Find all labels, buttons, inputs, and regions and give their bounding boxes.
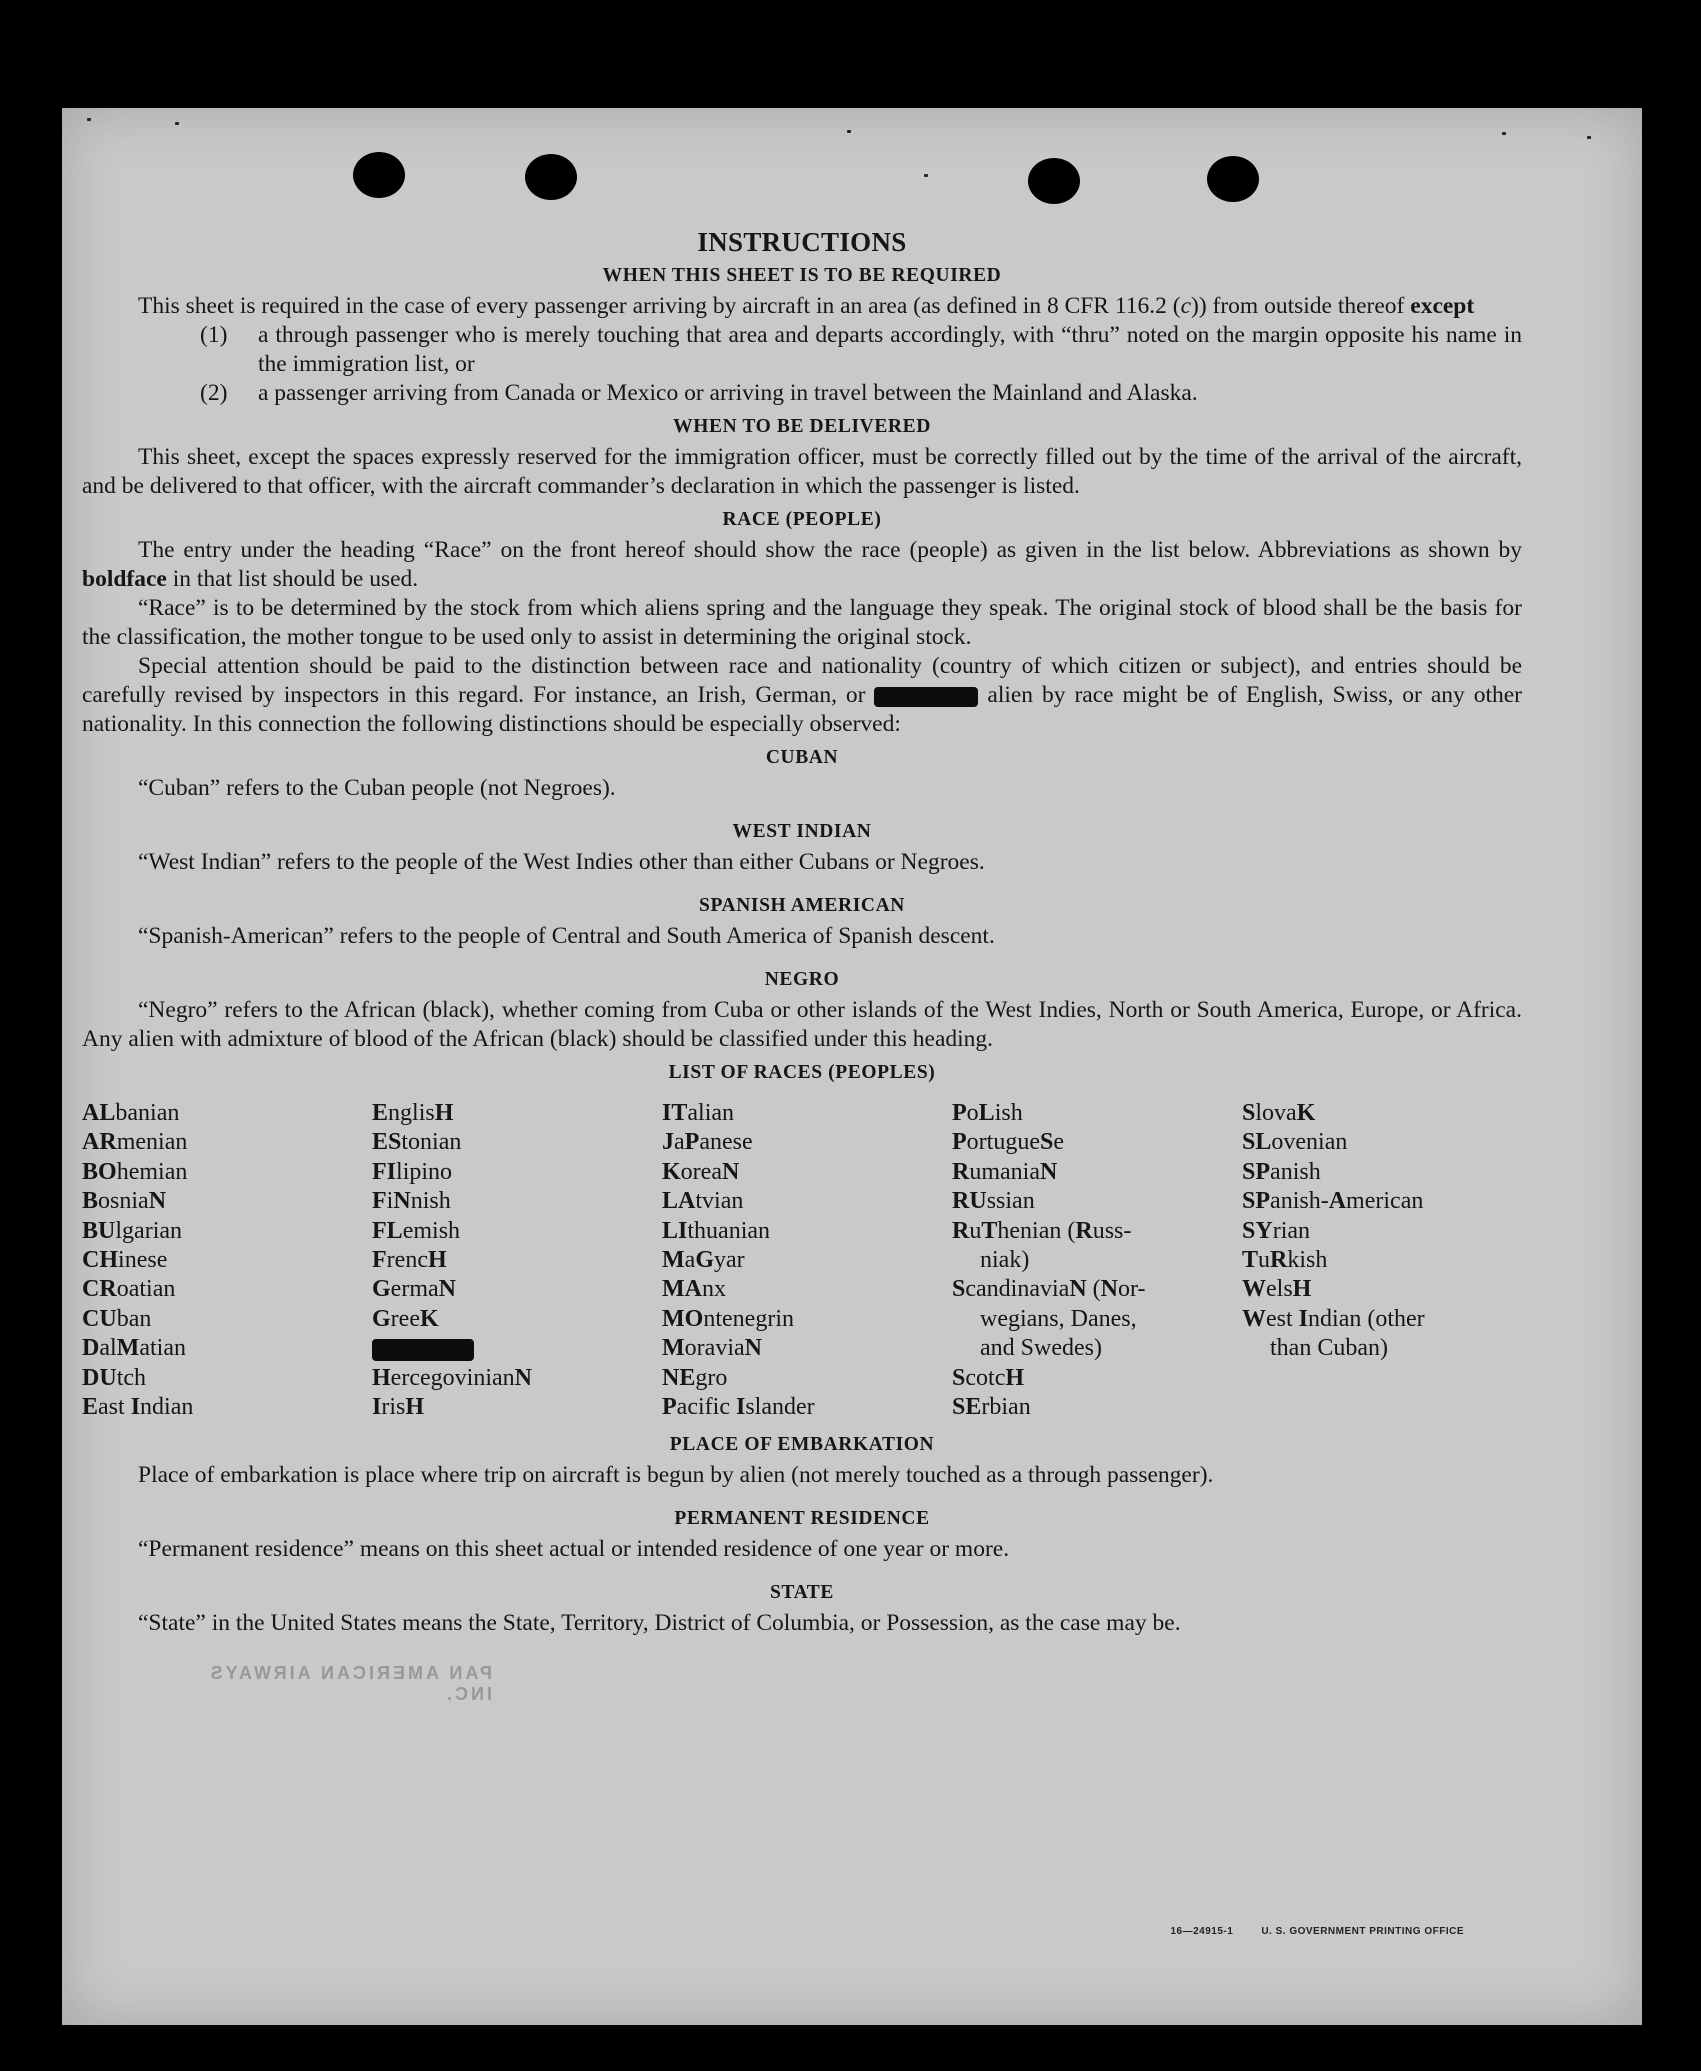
required-intro-citation: c bbox=[1180, 293, 1191, 319]
race-entry: EStonian bbox=[372, 1129, 462, 1156]
heading-state: STATE bbox=[769, 1582, 835, 1604]
redaction-mark bbox=[874, 687, 978, 707]
races-list bbox=[82, 1099, 1522, 1422]
race-entry: HercegovinianN bbox=[372, 1364, 532, 1391]
race-entry: RUssian bbox=[952, 1188, 1035, 1215]
list-item bbox=[200, 321, 1522, 379]
west-indian-text: “West Indian” refers to the people of the West Indies other than either Cubans or Negroes. bbox=[138, 849, 985, 875]
races-column-5 bbox=[1242, 1099, 1532, 1422]
race-entry: TuRkish bbox=[1242, 1247, 1328, 1274]
race-entry: ARmenian bbox=[82, 1129, 188, 1156]
print-speck bbox=[87, 118, 91, 121]
race-entry: LIthuanian bbox=[662, 1217, 771, 1244]
required-intro bbox=[82, 292, 1522, 321]
document-sheet bbox=[62, 108, 1642, 2025]
race-entry: MaGyar bbox=[662, 1247, 745, 1274]
race-p3-text-2: alien by race might be of English, Swiss, or any other nationality. In this connection the following distinctions should be especially observed: bbox=[82, 682, 1522, 737]
race-entry: GermaN bbox=[372, 1276, 456, 1303]
race-entry: RumaniaN bbox=[952, 1158, 1058, 1185]
race-entry: KoreaN bbox=[662, 1158, 740, 1185]
race-entry: MAnx bbox=[662, 1276, 726, 1303]
race-entry: GreeK bbox=[372, 1305, 439, 1332]
page-title: INSTRUCTIONS bbox=[697, 227, 907, 257]
spanish-american-text: “Spanish-American” refers to the people of Central and South America of Spanish descent. bbox=[138, 923, 995, 949]
race-entry: NEgro bbox=[662, 1364, 728, 1391]
heading-list-of-races: LIST OF RACES (PEOPLES) bbox=[668, 1062, 936, 1083]
race-entry: CRoatian bbox=[82, 1276, 176, 1303]
residence-text: “Permanent residence” means on this sheet actual or intended residence of one year or more. bbox=[138, 1536, 1010, 1563]
heading-place-of-embarkation: PLACE OF EMBARKATION bbox=[669, 1434, 935, 1456]
item-number: (1) bbox=[200, 322, 228, 348]
print-speck bbox=[175, 122, 179, 125]
race-entry: SPanish-American bbox=[1242, 1188, 1424, 1215]
heading-when-required: WHEN THIS SHEET IS TO BE REQUIRED bbox=[602, 265, 1002, 286]
print-speck bbox=[1587, 136, 1591, 139]
race-entry: DalMatian bbox=[82, 1335, 186, 1362]
race-entry: CUban bbox=[82, 1305, 152, 1332]
race-paragraph-2: “Race” is to be determined by the stock from which aliens spring and the language they speak. The original stock of blood shall be the basis for the classification, the mother tongue to be used only to assist in determining the original stock. bbox=[82, 595, 1522, 650]
races-column-4 bbox=[952, 1099, 1242, 1422]
race-entry: FIlipino bbox=[372, 1158, 453, 1185]
race-entry: RuThenian (Russ- bbox=[952, 1217, 1132, 1244]
race-entry: BOhemian bbox=[82, 1158, 188, 1185]
race-entry: ScandinaviaN (Nor- bbox=[952, 1276, 1146, 1303]
race-entry: ScotcH bbox=[952, 1364, 1025, 1391]
race-entry: East Indian bbox=[82, 1394, 194, 1421]
race-entry: CHinese bbox=[82, 1247, 168, 1274]
printing-office: U. S. GOVERNMENT PRINTING OFFICE bbox=[1261, 1926, 1464, 1937]
heading-when-delivered: WHEN TO BE DELIVERED bbox=[673, 416, 931, 437]
punch-hole bbox=[1207, 156, 1259, 202]
bleed-through-stamp: PAN AMERICAN AIRWAYS INC. bbox=[207, 1663, 492, 1704]
heading-cuban: CUBAN bbox=[765, 747, 839, 768]
race-entry: MoraviaN bbox=[662, 1335, 762, 1362]
race-p3-text: Special attention should be paid to the distinction between race and nationality (country of which citizen or subject), and entries should be carefully revised by inspectors in this regard. For instance, an Irish, German, or bbox=[82, 653, 1522, 708]
punch-hole bbox=[1028, 158, 1080, 204]
heading-race: RACE (PEOPLE) bbox=[722, 509, 882, 530]
heading-spanish-american: SPANISH AMERICAN bbox=[699, 895, 905, 916]
race-entry: FrencH bbox=[372, 1247, 447, 1274]
state-text: “State” in the United States means the State, Territory, District of Columbia, or Possession, as the case may be. bbox=[138, 1610, 1181, 1637]
race-paragraph-3 bbox=[82, 652, 1522, 739]
print-speck bbox=[924, 174, 928, 177]
race-entry: SlovaK bbox=[1242, 1100, 1316, 1126]
race-entry: SLovenian bbox=[1242, 1129, 1348, 1156]
race-entry: SErbian bbox=[952, 1394, 1031, 1421]
race-entry: SPanish bbox=[1242, 1158, 1321, 1185]
races-column-1 bbox=[82, 1099, 372, 1422]
race-p1-text: The entry under the heading “Race” on the front hereof should show the race (people) as given in the list below. Abbreviations as shown by bbox=[138, 537, 1522, 563]
form-code: 16—24915-1 bbox=[1170, 1926, 1234, 1937]
race-entry: PortugueSe bbox=[952, 1129, 1065, 1156]
race-paragraph-1 bbox=[82, 536, 1522, 594]
race-entry: IrisH bbox=[372, 1394, 425, 1421]
item-text: a through passenger who is merely touching that area and departs accordingly, with “thru” noted on the margin opposite his name in the immigration list, or bbox=[258, 322, 1522, 377]
redacted-race-entry bbox=[372, 1334, 662, 1363]
heading-negro: NEGRO bbox=[764, 969, 840, 990]
print-speck bbox=[1502, 132, 1506, 135]
required-intro-text-2: )) from outside thereof bbox=[1191, 293, 1411, 319]
race-entry: West Indian (other bbox=[1242, 1305, 1425, 1332]
race-entry: FiNnish bbox=[372, 1188, 451, 1215]
instructions-body bbox=[82, 228, 1522, 1638]
embarkation-text: Place of embarkation is place where trip on aircraft is begun by alien (not merely touched as a through passenger). bbox=[138, 1462, 1214, 1489]
race-entry: DUtch bbox=[82, 1364, 147, 1391]
race-entry: SYrian bbox=[1242, 1217, 1311, 1244]
race-entry: PoLish bbox=[952, 1100, 1023, 1126]
item-text: a passenger arriving from Canada or Mexico or arriving in travel between the Mainland and Alaska. bbox=[258, 380, 1198, 406]
race-entry-continued: wegians, Danes, bbox=[980, 1305, 1137, 1332]
race-entry: JaPanese bbox=[662, 1129, 753, 1156]
race-entry: BosniaN bbox=[82, 1188, 167, 1215]
required-intro-except: except bbox=[1410, 293, 1475, 319]
race-entry: WelsH bbox=[1242, 1276, 1312, 1303]
race-entry: ITalian bbox=[662, 1100, 735, 1126]
races-column-3 bbox=[662, 1099, 952, 1422]
negro-text: “Negro” refers to the African (black), whether coming from Cuba or other islands of the West Indies, North or South America, Europe, or Africa. Any alien with admixture of blood of the African (black) should be classified under this heading. bbox=[82, 997, 1522, 1052]
race-entry-continued: than Cuban) bbox=[1270, 1335, 1388, 1362]
print-speck bbox=[847, 130, 851, 133]
delivered-text: This sheet, except the spaces expressly reserved for the immigration officer, must be correctly filled out by the time of the arrival of the aircraft, and be delivered to that officer, with the aircraft commander’s declaration in which the passenger is listed. bbox=[82, 444, 1522, 499]
race-p1-bold: boldface bbox=[82, 566, 167, 592]
list-item bbox=[200, 379, 1522, 408]
race-entry-continued: and Swedes) bbox=[980, 1335, 1102, 1362]
heading-west-indian: WEST INDIAN bbox=[732, 821, 872, 842]
race-entry: BUlgarian bbox=[82, 1217, 183, 1244]
punch-hole bbox=[525, 154, 577, 200]
race-entry-continued: niak) bbox=[980, 1247, 1030, 1274]
race-entry: FLemish bbox=[372, 1217, 461, 1244]
cuban-text: “Cuban” refers to the Cuban people (not Negroes). bbox=[138, 775, 616, 801]
printing-office-footer bbox=[1142, 1926, 1464, 1937]
race-entry: LAtvian bbox=[662, 1188, 744, 1215]
races-column-2 bbox=[372, 1099, 662, 1422]
required-intro-text: This sheet is required in the case of every passenger arriving by aircraft in an area (as defined in 8 CFR 116.2 ( bbox=[138, 293, 1181, 319]
race-entry: Pacific Islander bbox=[662, 1394, 815, 1421]
redaction-mark bbox=[372, 1339, 474, 1361]
race-p1-text-2: in that list should be used. bbox=[166, 566, 419, 592]
item-number: (2) bbox=[200, 380, 228, 406]
race-entry: ALbanian bbox=[82, 1100, 180, 1126]
punch-hole bbox=[353, 152, 405, 198]
race-entry: EnglisH bbox=[372, 1100, 454, 1126]
race-entry: MOntenegrin bbox=[662, 1305, 794, 1332]
heading-permanent-residence: PERMANENT RESIDENCE bbox=[674, 1508, 930, 1530]
